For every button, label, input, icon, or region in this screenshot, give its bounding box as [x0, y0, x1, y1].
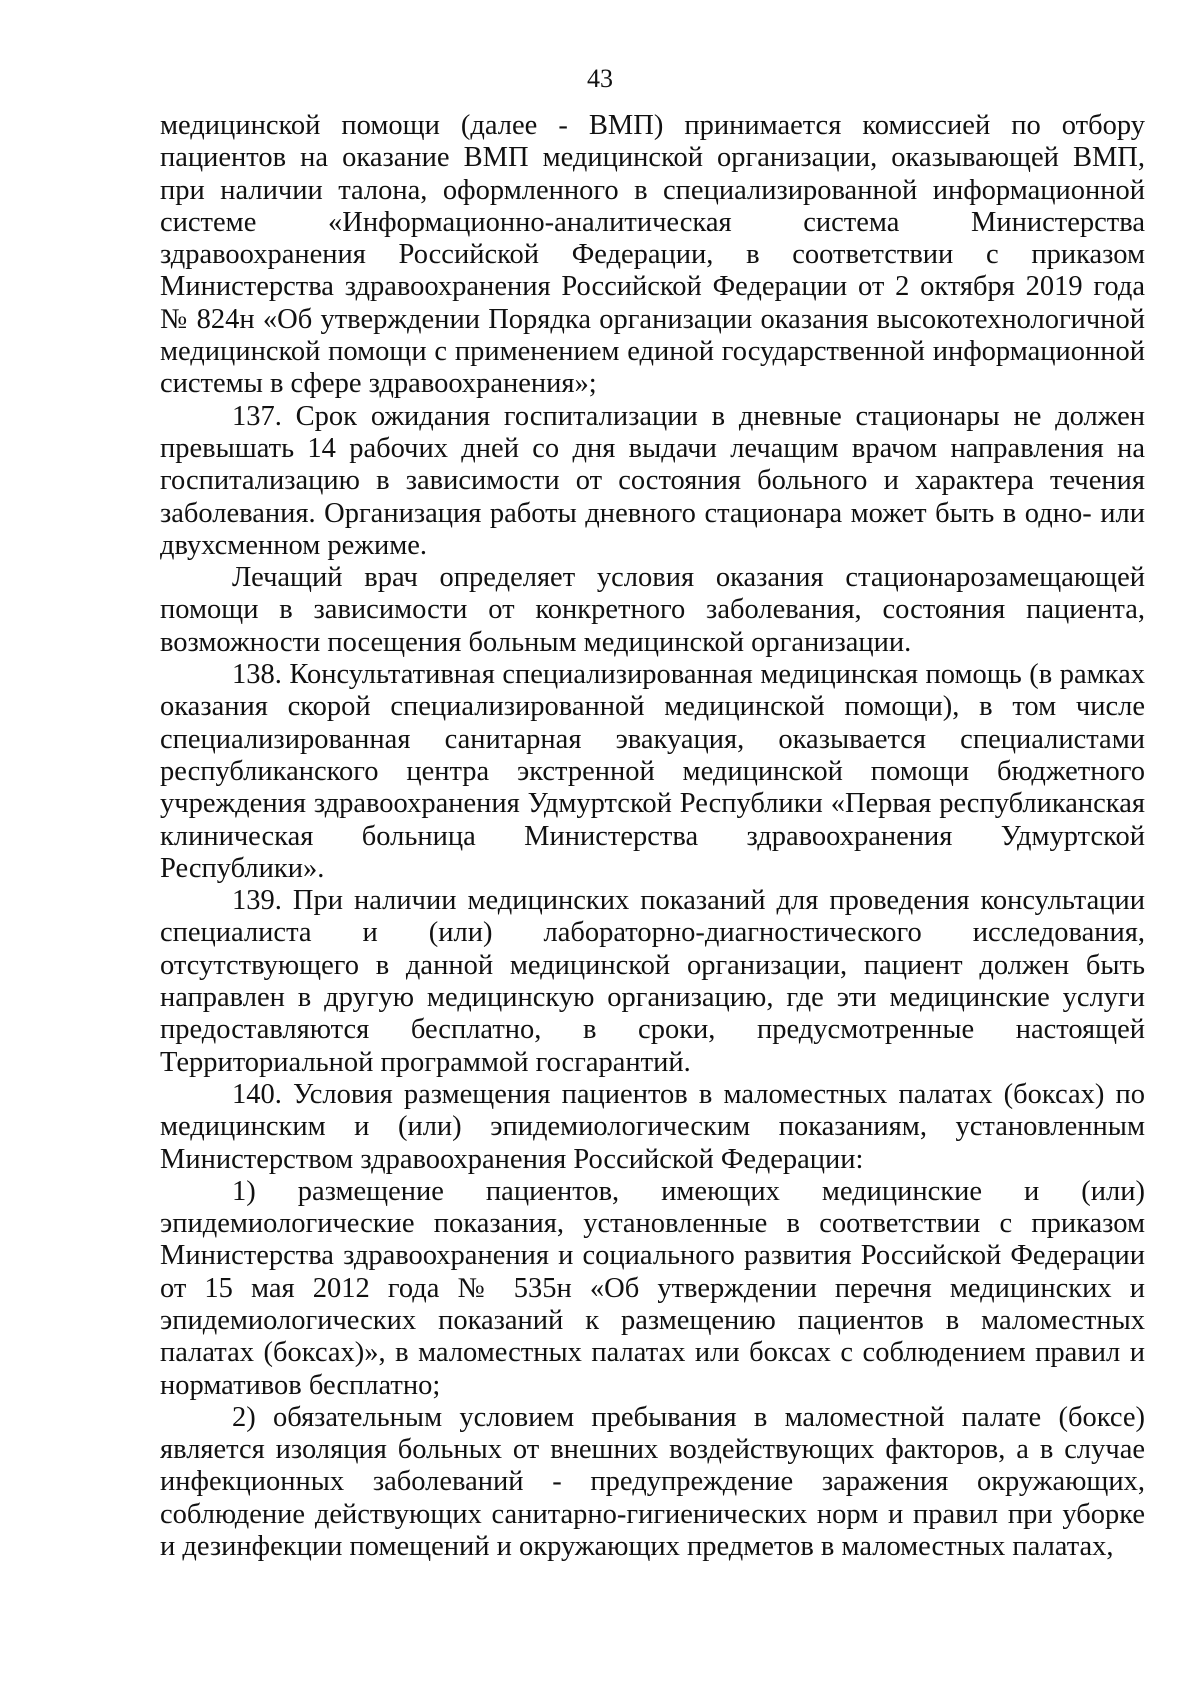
paragraph-137-attending-physician: Лечащий врач определяет условия оказания стационарозамещающей помощи в зависимости от конкретного заболевания, состояния пациента, возможности посещения больным медицинской организации.: [160, 562, 1145, 658]
paragraph-140-item-2: 2) обязательным условием пребывания в маломестной палате (боксе) является изоляция больных от внешних воздействующих факторов, а в случае инфекционных заболеваний - предупреждение заражения окружающих, соблюдение действующих санитарно-гигиенических норм и правил при уборке и дезинфекции помещений и окружающих предметов в маломестных палатах,: [160, 1401, 1145, 1563]
paragraph-139: 139. При наличии медицинских показаний для проведения консультации специалиста и (или) лабораторно-диагностического исследования, отсутствующего в данной медицинской организации, пациент должен быть направлен в другую медицинскую организацию, где эти медицинские услуги предоставляются бесплатно, в сроки, предусмотренные настоящей Территориальной программой госгарантий.: [160, 885, 1145, 1078]
paragraph-138: 138. Консультативная специализированная медицинская помощь (в рамках оказания скорой специализированной медицинской помощи), в том числе специализированная санитарная эвакуация, оказывается специалистами республиканского центра экстренной медицинской помощи бюджетного учреждения здравоохранения Удмуртской Республики «Первая республиканская клиническая больница Министерства здравоохранения Удмуртской Республики».: [160, 659, 1145, 884]
document-body: [160, 110, 1145, 1563]
paragraph-137: 137. Срок ожидания госпитализации в дневные стационары не должен превышать 14 рабочих дней со дня выдачи лечащим врачом направления на госпитализацию в зависимости от состояния больного и характера течения заболевания. Организация работы дневного стационара может быть в одно- или двухсменном режиме.: [160, 400, 1145, 561]
paragraph-140-item-1: 1) размещение пациентов, имеющих медицинские и (или) эпидемиологические показания, установленные в соответствии с приказом Министерства здравоохранения и социального развития Российской Федерации от 15 мая 2012 года № 535н «Об утверждении перечня медицинских и эпидемиологических показаний к размещению пациентов в маломестных палатах (боксах)», в маломестных палатах или боксах с соблюдением правил и нормативов бесплатно;: [160, 1175, 1145, 1401]
paragraph-140: 140. Условия размещения пациентов в маломестных палатах (боксах) по медицинским и (или) эпидемиологическим показаниям, установленным Министерством здравоохранения Российской Федерации:: [160, 1078, 1145, 1175]
page-number: 43: [587, 64, 613, 93]
paragraph-vmp-continuation: медицинской помощи (далее - ВМП) принимается комиссией по отбору пациентов на оказание ВМП медицинской организации, оказывающей ВМП, при наличии талона, оформленного в специализированной информационной системе «Информационно-аналитическая система Министерства здравоохранения Российской Федерации, в соответствии с приказом Министерства здравоохранения Российской Федерации от 2 октября 2019 года № 824н «Об утверждении Порядка организации оказания высокотехнологичной медицинской помощи с применением единой государственной информационной системы в сфере здравоохранения»;: [160, 110, 1145, 400]
